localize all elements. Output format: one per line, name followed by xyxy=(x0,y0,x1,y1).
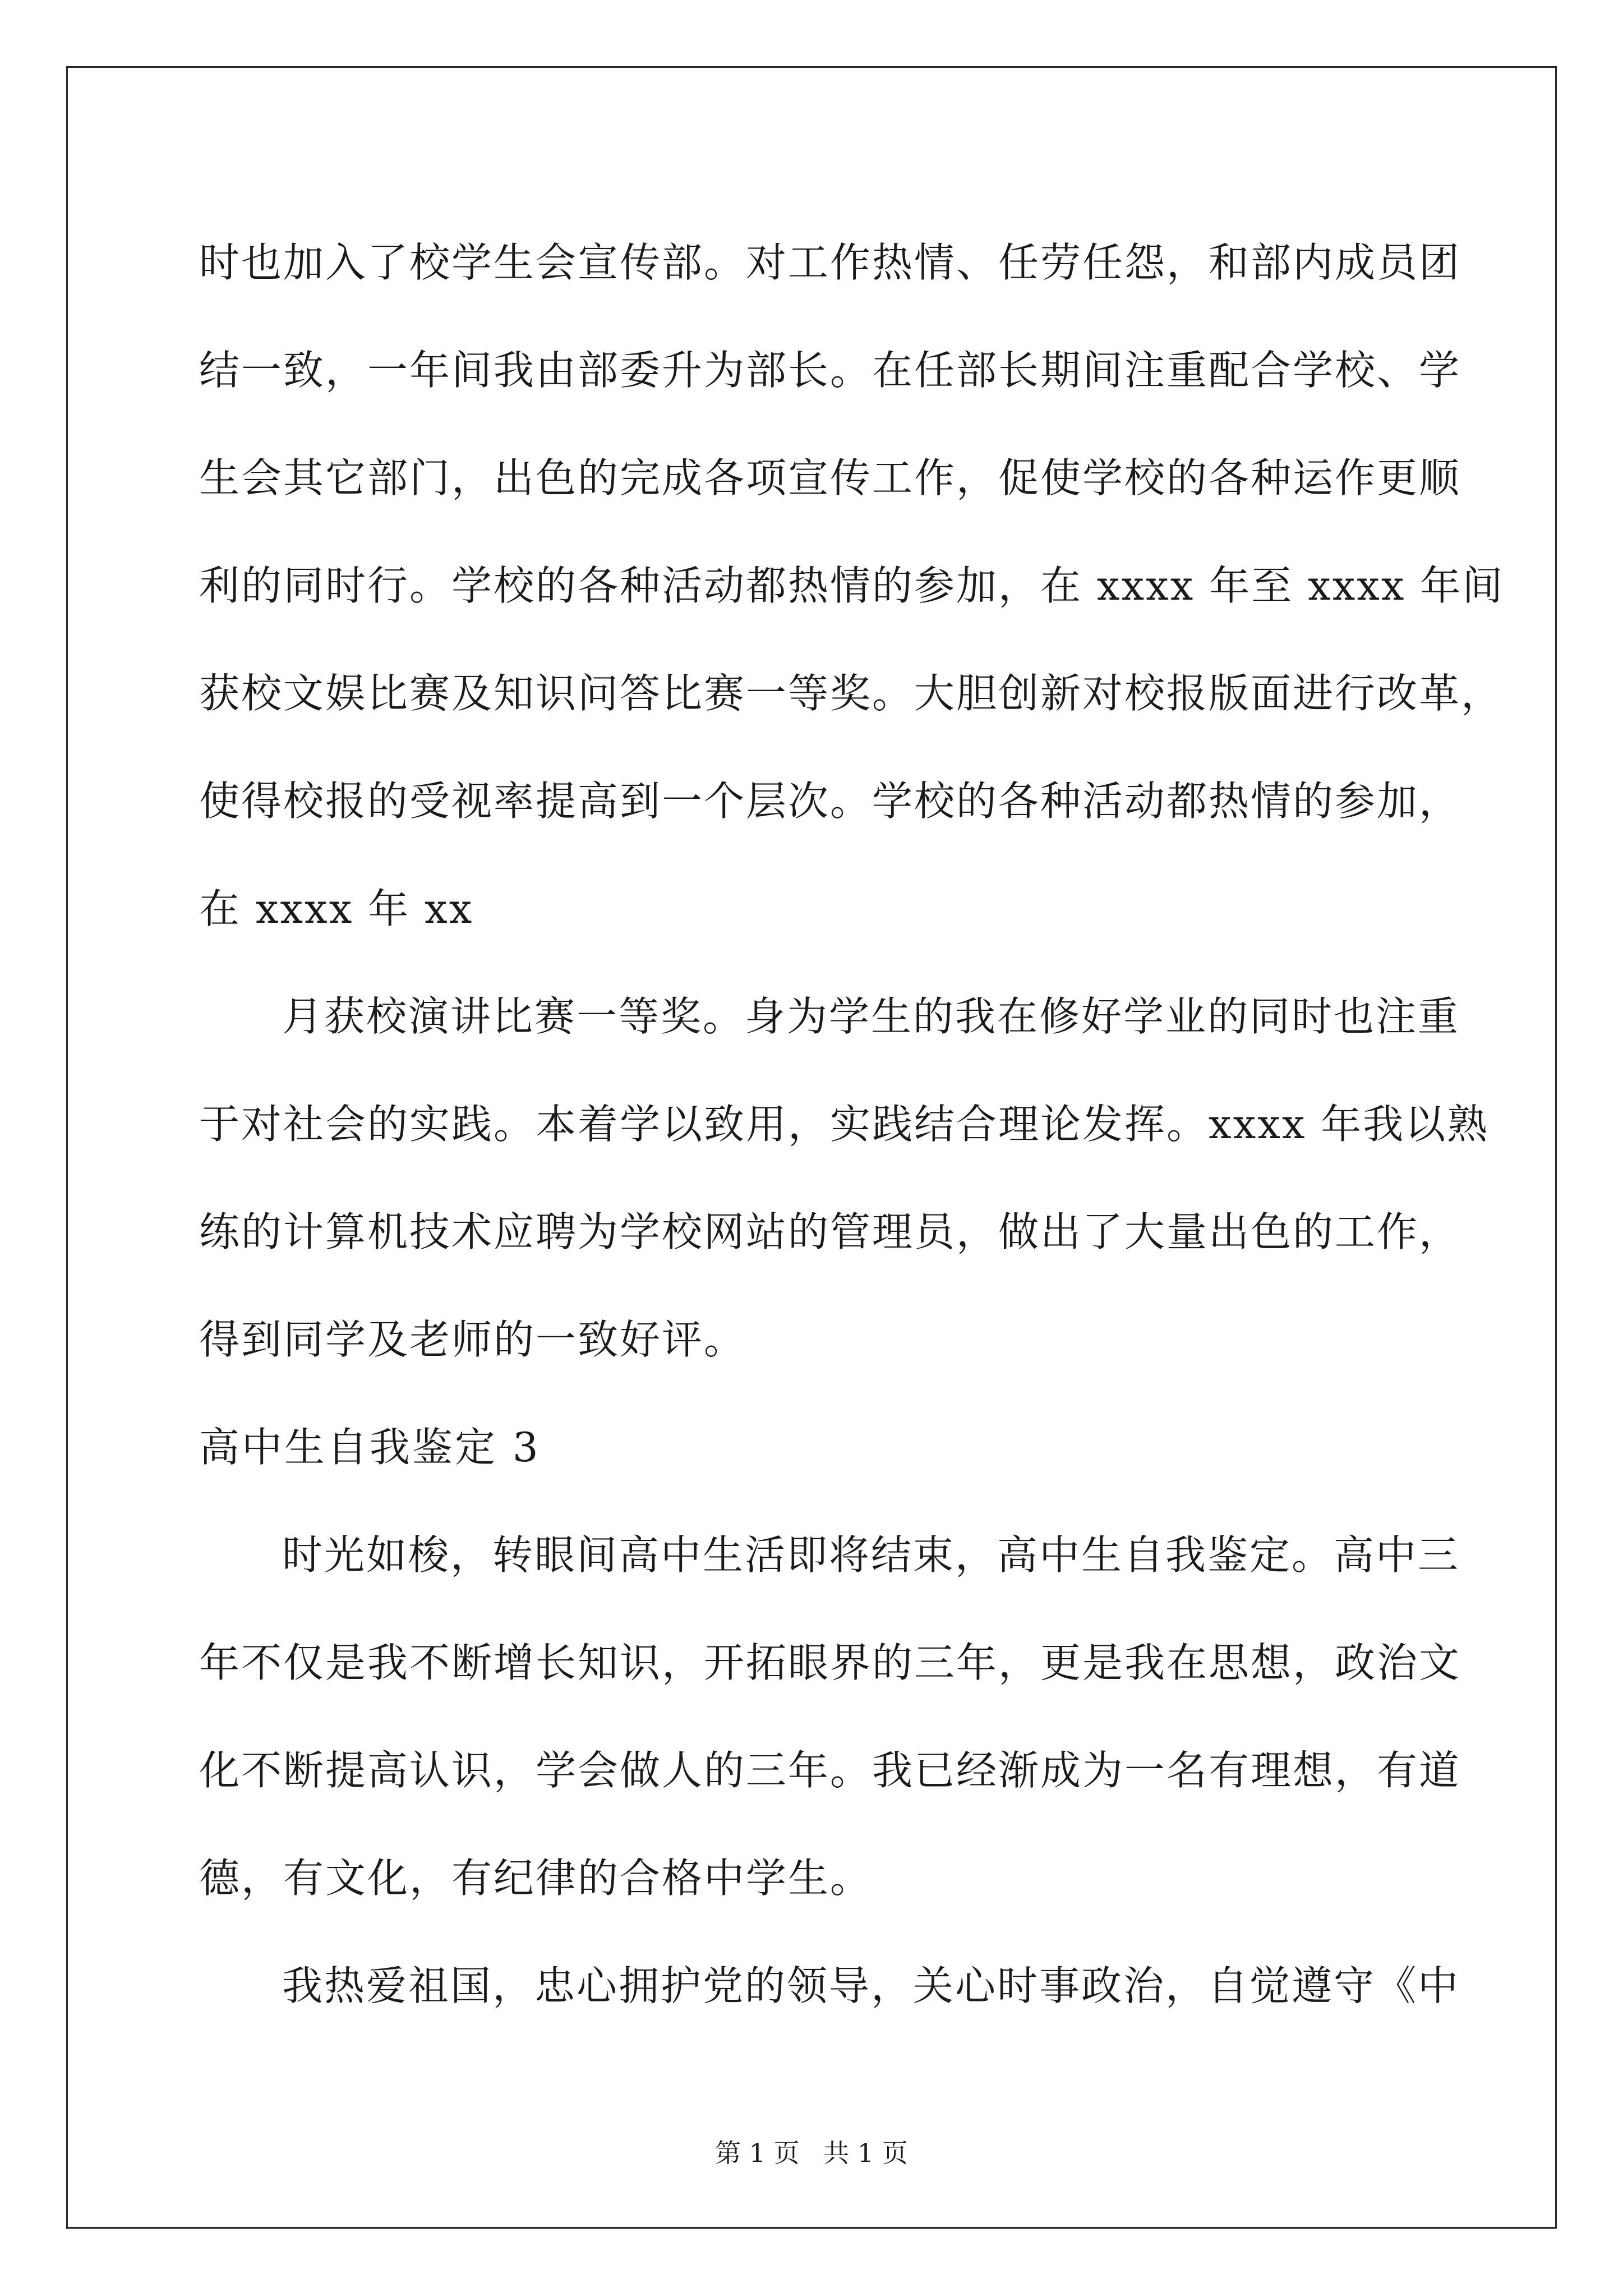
text-line: 使得校报的受视率提高到一个层次。学校的各种活动都热情的参加， xyxy=(199,777,1461,825)
section-heading: 高中生自我鉴定 3 xyxy=(199,1424,541,1471)
text-line: 得到同学及老师的一致好评。 xyxy=(199,1316,746,1363)
text-line: 获校文娱比赛及知识问答比赛一等奖。大胆创新对校报版面进行改革， xyxy=(199,670,1504,717)
text-line: 生会其它部门，出色的完成各项宣传工作，促使学校的各种运作更顺 xyxy=(199,454,1461,501)
text-line: 年不仅是我不断增长知识，开拓眼界的三年，更是我在思想，政治文 xyxy=(199,1639,1461,1686)
paragraph-start-line: 时光如梭，转眼间高中生活即将结束，高中生自我鉴定。高中三 xyxy=(282,1531,1460,1579)
text-line: 利的同时行。学校的各种活动都热情的参加，在 xxxx 年至 xxxx 年间 xyxy=(199,562,1505,609)
text-line: 德，有文化，有纪律的合格中学生。 xyxy=(199,1855,873,1902)
document-body xyxy=(199,209,1505,2040)
text-line: 于对社会的实践。本着学以致用，实践结合理论发挥。xxxx 年我以熟 xyxy=(199,1101,1490,1148)
paragraph-start-line: 月获校演讲比赛一等奖。身为学生的我在修好学业的同时也注重 xyxy=(282,993,1460,1040)
text-line: 结一致，一年间我由部委升为部长。在任部长期间注重配合学校、学 xyxy=(199,347,1461,394)
text-line: 时也加入了校学生会宣传部。对工作热情、任劳任怨，和部内成员团 xyxy=(199,239,1461,286)
page-number: 第 1 页 xyxy=(715,2138,800,2168)
paragraph-start-line: 我热爱祖国，忠心拥护党的领导，关心时事政治，自觉遵守《中 xyxy=(282,1962,1460,2009)
text-line: 在 xxxx 年 xx xyxy=(199,885,474,932)
page-total: 共 1 页 xyxy=(823,2138,908,2168)
text-line: 练的计算机技术应聘为学校网站的管理员，做出了大量出色的工作， xyxy=(199,1208,1461,1255)
text-line: 化不断提高认识，学会做人的三年。我已经渐成为一名有理想，有道 xyxy=(199,1747,1461,1794)
page-footer xyxy=(0,2133,1623,2170)
